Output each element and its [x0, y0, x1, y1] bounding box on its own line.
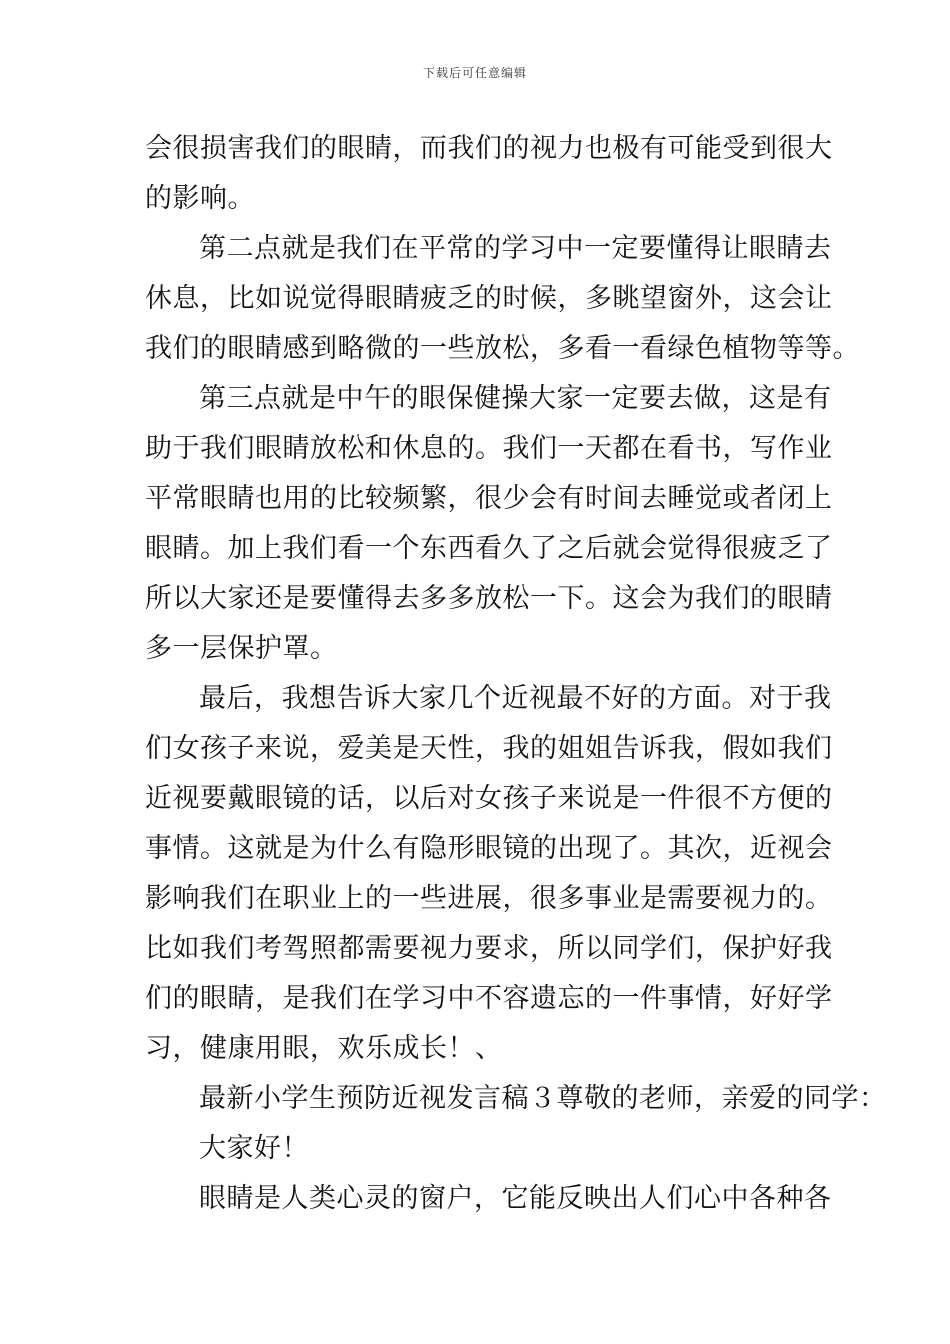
- text-line: 助于我们眼睛放松和休息的。我们一天都在看书，写作业: [145, 433, 833, 464]
- text-line: 比如我们考驾照都需要视力要求，所以同学们，保护好我: [145, 933, 833, 964]
- text-line: 们的眼睛，是我们在学习中不容遗忘的一件事情，好好学: [145, 983, 833, 1014]
- body-text: [145, 124, 887, 1224]
- text-line: 我们的眼睛感到略微的一些放松，多看一看绿色植物等等。: [145, 333, 860, 364]
- text-line: 事情。这就是为什么有隐形眼镜的出现了。其次，近视会: [145, 833, 833, 864]
- text-line: 休息，比如说觉得眼睛疲乏的时候，多眺望窗外，这会让: [145, 283, 833, 314]
- paragraph-start-line: 第三点就是中午的眼保健操大家一定要去做，这是有: [199, 383, 832, 414]
- paragraph-start-line: 眼睛是人类心灵的窗户，它能反映出人们心中各种各: [199, 1183, 832, 1214]
- paragraph-start-line: 第二点就是我们在平常的学习中一定要懂得让眼睛去: [199, 233, 832, 264]
- paragraph-start-line: 最后，我想告诉大家几个近视最不好的方面。对于我: [199, 683, 832, 714]
- greeting-line: 大家好！: [199, 1133, 309, 1164]
- text-line: 所以大家还是要懂得去多多放松一下。这会为我们的眼睛: [145, 583, 833, 614]
- text-line: 习，健康用眼，欢乐成长！、: [145, 1033, 503, 1064]
- text-line: 会很损害我们的眼睛，而我们的视力也极有可能受到很大: [145, 133, 833, 164]
- text-line: 们女孩子来说，爱美是天性，我的姐姐告诉我，假如我们: [145, 733, 833, 764]
- text-line: 眼睛。加上我们看一个东西看久了之后就会觉得很疲乏了: [145, 533, 833, 564]
- text-line: 影响我们在职业上的一些进展，很多事业是需要视力的。: [145, 883, 833, 914]
- text-line: 的影响。: [145, 183, 255, 214]
- section-title-line: 最新小学生预防近视发言稿３尊敬的老师，亲爱的同学：: [199, 1083, 887, 1114]
- page-header: 下载后可任意编辑: [422, 66, 527, 80]
- text-line: 近视要戴眼镜的话，以后对女孩子来说是一件很不方便的: [145, 783, 833, 814]
- text-line: 平常眼睛也用的比较频繁，很少会有时间去睡觉或者闭上: [145, 483, 833, 514]
- text-line: 多一层保护罩。: [145, 633, 338, 664]
